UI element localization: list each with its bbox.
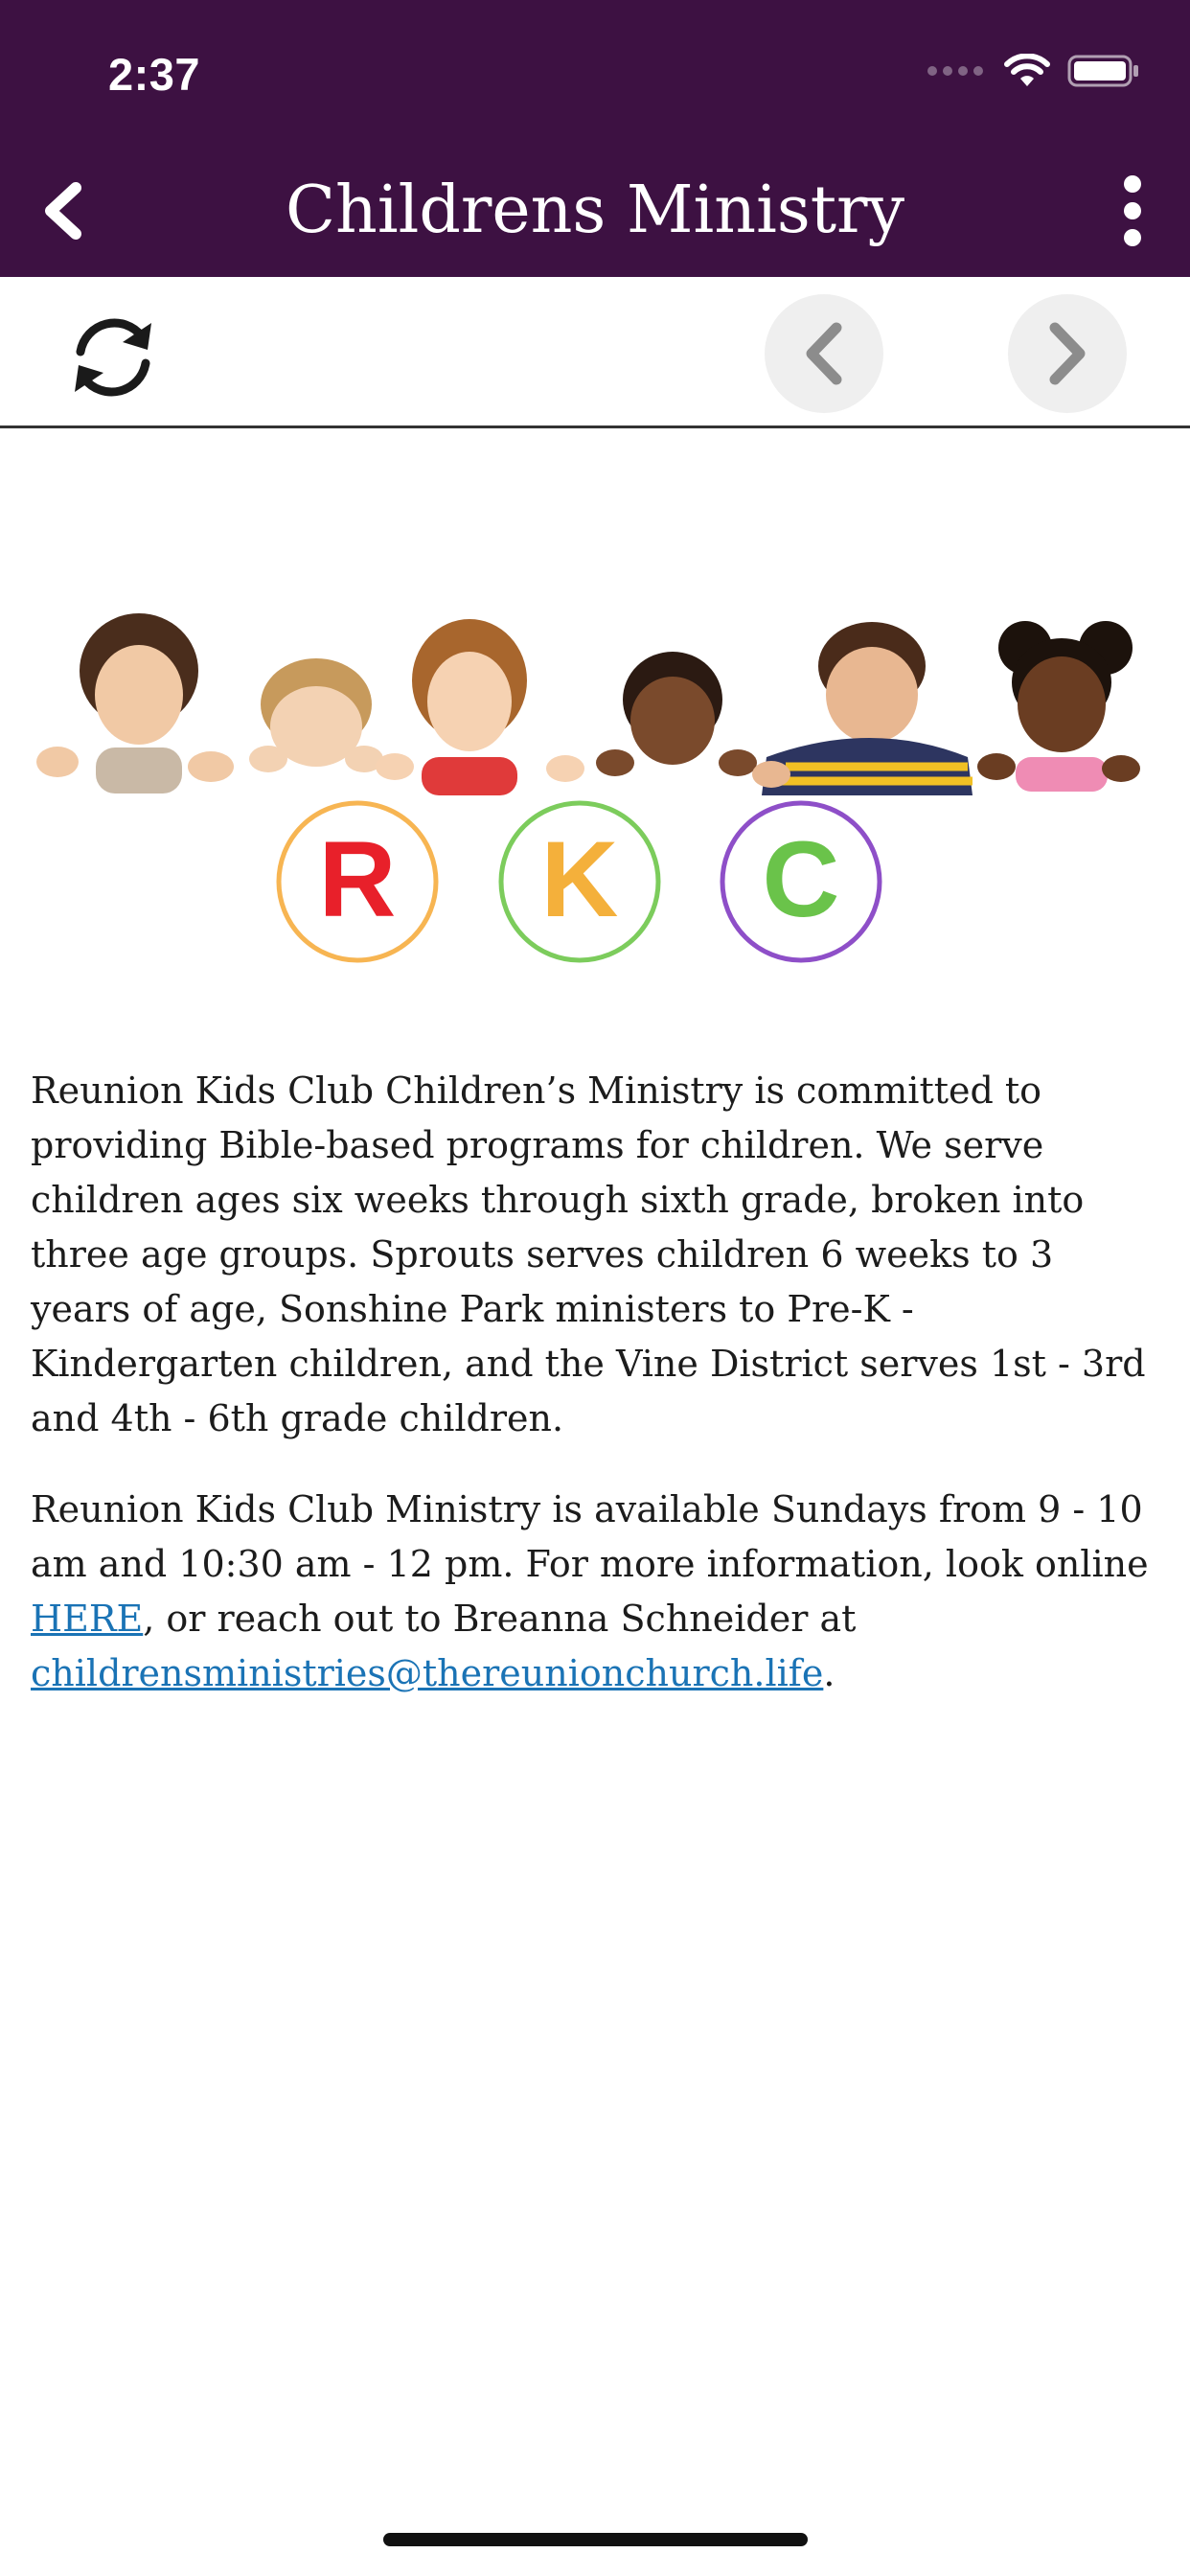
letter-r-badge [279, 803, 436, 960]
home-indicator[interactable] [383, 2533, 808, 2546]
chevron-left-icon [41, 182, 83, 240]
chevron-right-icon [1043, 320, 1091, 387]
next-page-button[interactable] [1008, 294, 1127, 413]
contact-text: , or reach out to Breanna Schneider at [143, 1598, 857, 1640]
svg-text:K: K [540, 819, 619, 939]
period-text: . [823, 1652, 835, 1694]
svg-text:R: R [318, 819, 397, 939]
child-6 [977, 621, 1140, 792]
svg-text:C: C [762, 819, 840, 939]
letter-c-badge [722, 803, 880, 960]
wifi-icon [1004, 54, 1050, 88]
browser-toolbar [0, 277, 1190, 428]
availability-paragraph [31, 1483, 1161, 1701]
refresh-icon [59, 304, 167, 411]
back-button[interactable] [29, 172, 96, 249]
signal-dots-icon [927, 66, 983, 76]
child-1 [36, 613, 234, 794]
chevron-left-icon [800, 320, 848, 387]
email-link[interactable]: childrensministries@thereunionchurch.life [31, 1652, 824, 1694]
more-options-button[interactable] [1104, 172, 1161, 249]
battery-icon [1067, 54, 1140, 88]
page-title: Childrens Ministry [286, 172, 904, 248]
status-icons [927, 54, 1140, 88]
kids-illustration [29, 613, 1140, 805]
rkc-letters [29, 794, 1140, 966]
child-4 [596, 652, 757, 776]
ministry-description [31, 1064, 1161, 1737]
more-vertical-icon [1124, 175, 1141, 193]
status-time: 2:37 [108, 49, 201, 100]
rkc-banner-image [29, 613, 1140, 978]
child-5 [752, 622, 973, 795]
child-3 [376, 619, 584, 795]
description-paragraph: Reunion Kids Club Children’s Ministry is committed to providing Bible-based programs for children. We serve children ages six weeks through sixth grade, broken into three age groups. Sprouts serves children 6 weeks to 3 years of age, Sonshine Park ministers to Pre-K - Kindergarten children, and the Vine District serves 1st - 3rd and 4th - 6th grade children. [31, 1070, 1146, 1439]
availability-text: Reunion Kids Club Ministry is available Sundays from 9 - 10 am and 10:30 am - 12 pm. For more information, look online [31, 1488, 1149, 1585]
app-header [0, 0, 1190, 277]
previous-page-button[interactable] [765, 294, 883, 413]
letter-k-badge [501, 803, 658, 960]
here-link[interactable]: HERE [31, 1598, 144, 1640]
child-2 [249, 658, 383, 772]
refresh-button[interactable] [57, 302, 169, 413]
